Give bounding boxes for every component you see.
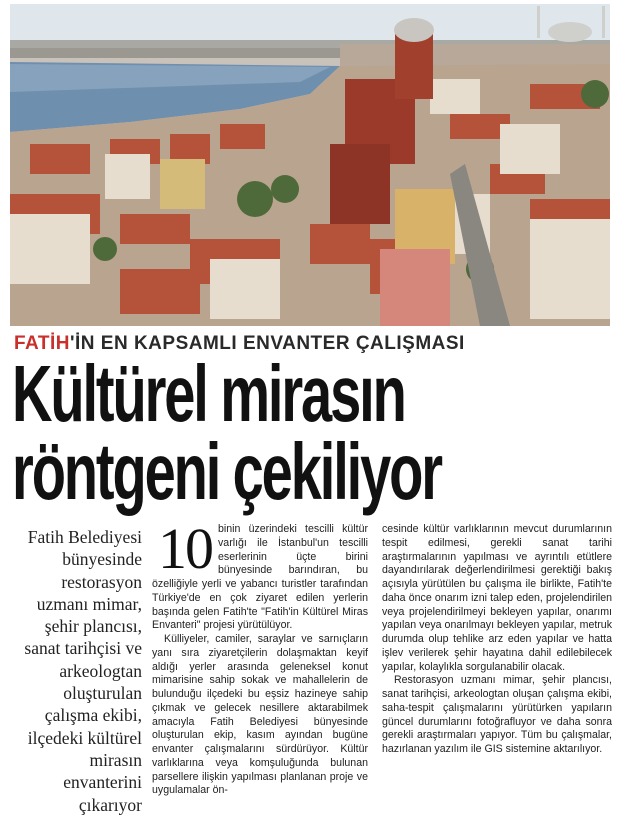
headline-line-1: Kültürel mirasın bbox=[12, 349, 405, 438]
article-photo bbox=[10, 4, 610, 326]
body-column-1 bbox=[152, 516, 368, 798]
kicker-text: 'İN EN KAPSAMLI ENVANTER ÇALIŞMASI bbox=[69, 333, 465, 354]
istanbul-aerial-photo bbox=[10, 4, 610, 326]
body-paragraph-1 bbox=[152, 516, 368, 633]
body-column-2 bbox=[382, 523, 612, 757]
drop-cap: 10 bbox=[158, 516, 212, 581]
body-paragraph-3: cesinde kültür varlıklarının mevcut durumlarının tespit edilmesi, gerekli sanat tarihi araştırmalarının yapılması ve ayrıntılı etütlere dayandırılarak değerlendirilmesi gerektiği bakış açısıyla yürütülen bu çalışma ile birlikte, Fatih'te daha önce onarım izni talep eden, projelendirilen veya projelendirilmeyi bekleyen yapılar, onarımı yapılan veya onarılmayı bekleyen yapılar, metruk durumda olup tehlike arz eden yapılar ve hatta işlev verilerek şehir hayatına dahil edilebilecek yapılar, kolaylıkla sorgulanabilir olacak. bbox=[382, 523, 612, 673]
article-lead: Fatih Belediyesi bünyesinde restorasyon uzmanı mimar, şehir plancısı, sanat tarihçisi ve arkeologtan oluşturulan çalışma ekibi, ilçedeki kültürel mirasın envanterini çıkarıyor bbox=[24, 527, 142, 815]
headline-line-2: röntgeni çekiliyor bbox=[12, 427, 441, 516]
body-paragraph-1-text: binin üzerindeki tescilli kültür varlığı ile İstanbul'un tescilli eserlerinin üçte birini bünyesinde barındıran, bu özelliğiyle yerli ve yabancı turistler tarafından Türkiye'de en çok ziyaret edilen yerlerin başında gelen Fatih'te "Fatih'in Kültürel Miras Envanteri" projesi yürütülüyor. bbox=[152, 523, 368, 632]
kicker-accent: FATİH bbox=[14, 333, 70, 354]
body-paragraph-4: Restorasyon uzmanı mimar, şehir plancısı, sanat tarihçisi, arkeologtan oluşan çalışma ekibi, saha-tespit çalışmalarını yürütürken yapıların güncel durumlarını fotoğrafluyor ve daha sonra gerekli araştırmaları yapıyor. Tüm bu çalışmalar, hazırlanan yazılım ile GIS sistemine aktarılıyor. bbox=[382, 674, 612, 755]
body-paragraph-2: Külliyeler, camiler, saraylar ve sarnıçların yanı sıra ziyaretçilerin dolaşmaktan keyif aldığı yerler arasında geleneksel konut mimarisine sahip sokak ve mahallelerin de bulunduğu ilçedeki bu eşsiz hazineye sahip çıkmak ve gelecek nesillere aktarabilmek amacıyla Fatih Belediyesi bünyesinde oluşturulan ekip, kasım ayından bugüne envanter çalışmalarını sürdürüyor. Kültür varlıklarına veya komşuluğunda bulunan parsellere ilişkin yapılması planlanan proje ve uygulamalar ön- bbox=[152, 633, 368, 797]
